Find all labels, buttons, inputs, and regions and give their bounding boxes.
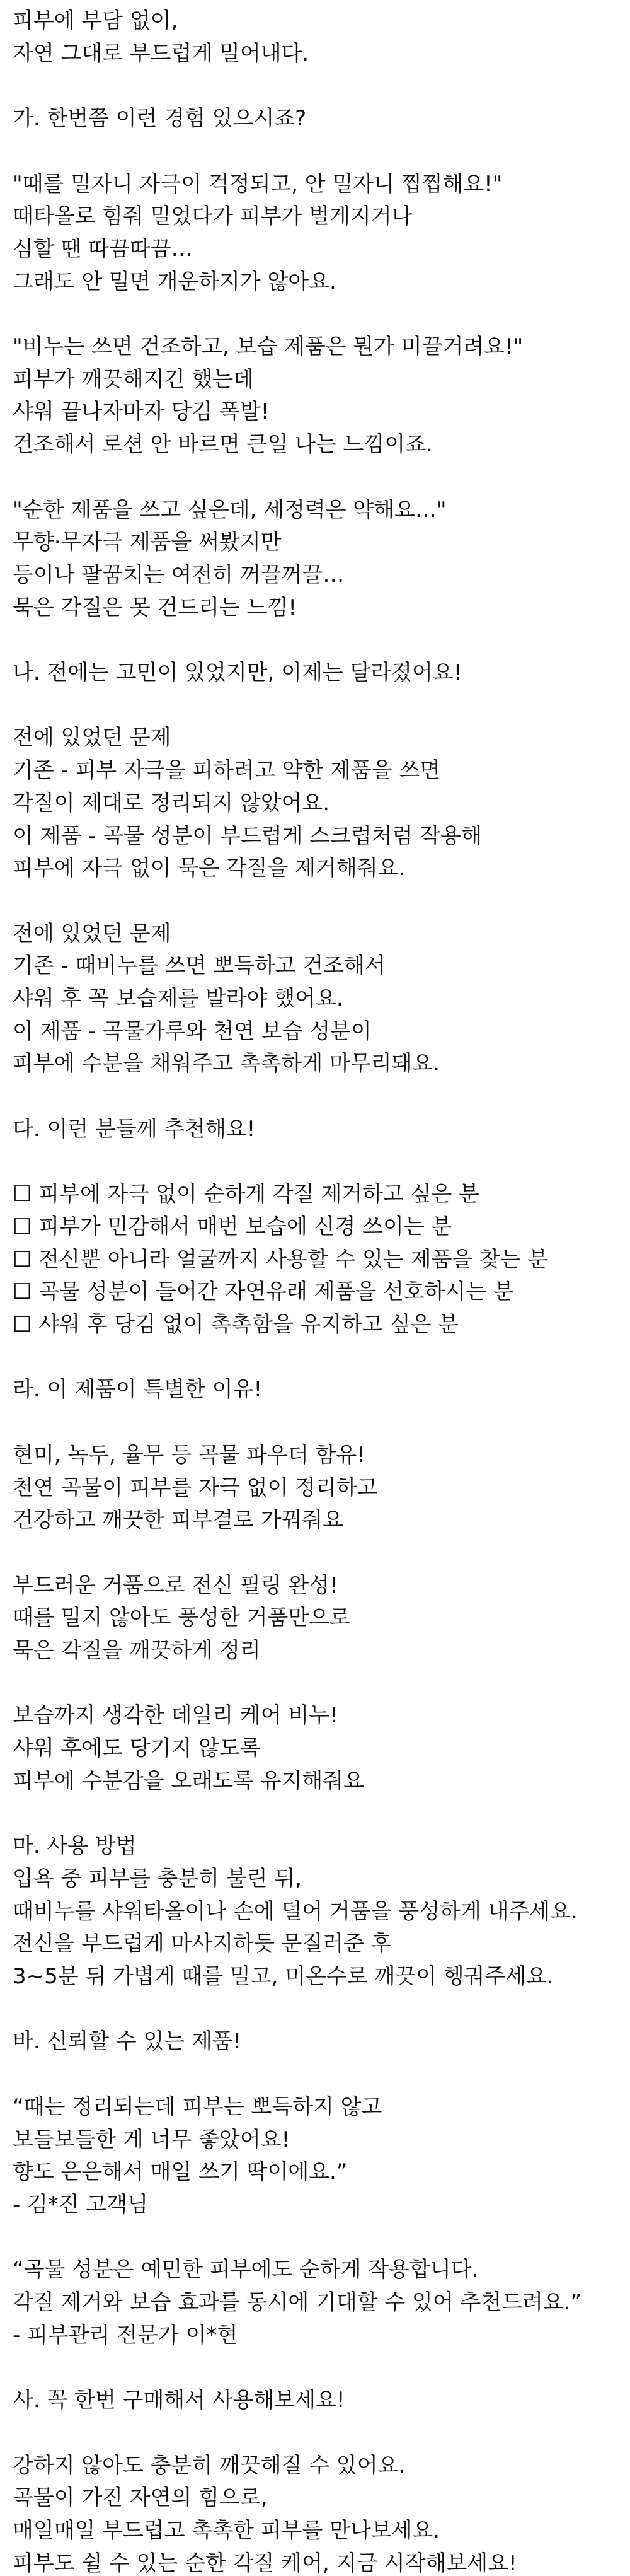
- text-line: ☐ 피부에 자극 없이 순하게 각질 제거하고 싶은 분: [13, 1181, 479, 1207]
- text-line: 때타올로 힘줘 밀었다가 피부가 벌게지거나: [13, 204, 413, 229]
- text-line: ☐ 곡물 성분이 들어간 자연유래 제품을 선호하시는 분: [13, 1279, 514, 1305]
- text-line: 묵은 각질을 깨끗하게 정리: [13, 1638, 261, 1663]
- text-line: 3~5분 뒤 가볍게 때를 밀고, 미온수로 깨끗이 헹궈주세요.: [13, 1964, 554, 1989]
- text-line: "때를 밀자니 자극이 걱정되고, 안 밀자니 찝찝해요!": [13, 171, 503, 197]
- text-line: 심할 땐 따끔따끔…: [13, 236, 193, 262]
- text-line: 무향·무자극 제품을 써봤지만: [13, 530, 282, 555]
- text-line: ☐ 피부가 민감해서 매번 보습에 신경 쓰이는 분: [13, 1214, 452, 1239]
- text-line: 때를 밀지 않아도 풍성한 거품만으로: [13, 1605, 350, 1631]
- text-line: 매일매일 부드럽고 촉촉한 피부를 만나보세요.: [13, 2517, 440, 2543]
- text-line: 입욕 중 피부를 충분히 불린 뒤,: [13, 1865, 302, 1891]
- text-line: 보습까지 생각한 데일리 케어 비누!: [13, 1703, 338, 1729]
- text-line: 전에 있었던 문제: [13, 920, 171, 946]
- text-line: 피부에 수분감을 오래도록 유지해줘요: [13, 1768, 364, 1794]
- text-line: “때는 정리되는데 피부는 뽀득하지 않고: [13, 2094, 382, 2120]
- text-line: "순한 제품을 쓰고 싶은데, 세정력은 약해요…": [13, 497, 447, 523]
- text-line: "비누는 쓰면 건조하고, 보습 제품은 뭔가 미끌거려요!": [13, 334, 524, 359]
- text-line: 향도 은은해서 매일 쓰기 딱이에요.”: [13, 2159, 348, 2185]
- text-line: 피부에 부담 없이,: [13, 8, 178, 33]
- text-line: 부드러운 거품으로 전신 필링 완성!: [13, 1572, 338, 1598]
- text-line: 묵은 각질은 못 건드리는 느낌!: [13, 595, 297, 620]
- text-line: 마. 사용 방법: [13, 1833, 137, 1859]
- text-line: 나. 전에는 고민이 있었지만, 이제는 달라졌어요!: [13, 660, 462, 685]
- text-line: 천연 곡물이 피부를 자극 없이 정리하고: [13, 1475, 378, 1500]
- text-line: 가. 한번쯤 이런 경험 있으시죠?: [13, 106, 307, 132]
- text-line: - 피부관리 전문가 이*현: [13, 2322, 238, 2348]
- text-line: 라. 이 제품이 특별한 이유!: [13, 1377, 263, 1403]
- text-line: 다. 이런 분들께 추천해요!: [13, 1116, 256, 1142]
- text-line: ☐ 샤워 후 당김 없이 촉촉함을 유지하고 싶은 분: [13, 1312, 459, 1337]
- text-line: 등이나 팔꿈치는 여전히 꺼끌꺼끌…: [13, 562, 345, 588]
- text-line: 바. 신뢰할 수 있는 제품!: [13, 2029, 242, 2055]
- text-line: 이 제품 - 곡물 성분이 부드럽게 스크럽처럼 작용해: [13, 823, 482, 849]
- text-line: 샤워 끝나자마자 당김 폭발!: [13, 399, 270, 425]
- text-line: 피부에 자극 없이 묵은 각질을 제거해줘요.: [13, 856, 406, 881]
- text-line: ☐ 전신뿐 아니라 얼굴까지 사용할 수 있는 제품을 찾는 분: [13, 1246, 549, 1272]
- text-line: 자연 그대로 부드럽게 밀어내다.: [13, 40, 309, 66]
- text-line: 보들보들한 게 너무 좋았어요!: [13, 2126, 290, 2152]
- text-line: 각질이 제대로 정리되지 않았어요.: [13, 790, 330, 816]
- text-line: 피부에 수분을 채워주고 촉촉하게 마무리돼요.: [13, 1051, 440, 1077]
- text-line: 그래도 안 밀면 개운하지가 않아요.: [13, 269, 336, 294]
- text-line: 기존 - 때비누를 쓰면 뽀득하고 건조해서: [13, 953, 386, 979]
- text-line: 피부도 쉴 수 있는 순한 각질 케어, 지금 시작해보세요!: [13, 2550, 517, 2576]
- text-line: 각질 제거와 보습 효과를 동시에 기대할 수 있어 추천드려요.”: [13, 2290, 582, 2315]
- text-line: 전신을 부드럽게 마사지하듯 문질러준 후: [13, 1931, 392, 1957]
- text-line: “곡물 성분은 예민한 피부에도 순하게 작용합니다.: [13, 2257, 479, 2283]
- text-line: 때비누를 샤워타올이나 손에 덜어 거품을 풍성하게 내주세요.: [13, 1898, 578, 1924]
- text-line: 강하지 않아도 충분히 깨끗해질 수 있어요.: [13, 2452, 406, 2478]
- text-line: 전에 있었던 문제: [13, 725, 171, 751]
- text-line: 피부가 깨끗해지긴 했는데: [13, 366, 254, 392]
- text-line: 건강하고 깨끗한 피부결로 가꿔줘요: [13, 1507, 344, 1533]
- text-line: 샤워 후 꼭 보습제를 발라야 했어요.: [13, 986, 343, 1011]
- text-line: 샤워 후에도 당기지 않도록: [13, 1736, 261, 1761]
- text-line: 이 제품 - 곡물가루와 천연 보습 성분이: [13, 1018, 372, 1044]
- text-line: - 김*진 고객님: [13, 2191, 149, 2217]
- text-line: 기존 - 피부 자극을 피하려고 약한 제품을 쓰면: [13, 758, 441, 784]
- text-line: 건조해서 로션 안 바르면 큰일 나는 느낌이죠.: [13, 432, 433, 458]
- text-line: 사. 꼭 한번 구매해서 사용해보세요!: [13, 2387, 345, 2413]
- text-line: 현미, 녹두, 율무 등 곡물 파우더 함유!: [13, 1442, 365, 1468]
- text-line: 곡물이 가진 자연의 힘으로,: [13, 2485, 268, 2511]
